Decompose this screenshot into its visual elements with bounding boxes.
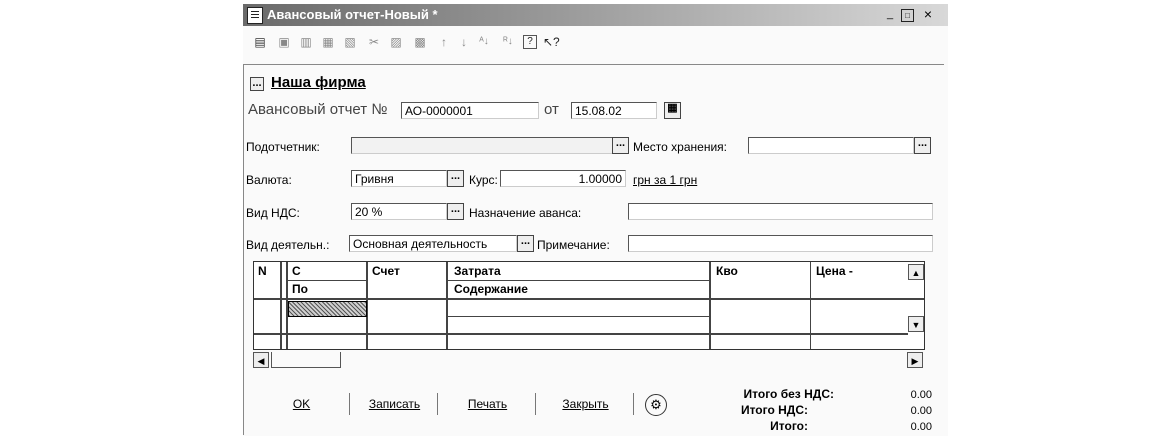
toolbar	[243, 28, 948, 54]
window-title: Авансовый отчет-Новый *	[267, 7, 438, 22]
rate-link[interactable]: грн за 1 грн	[633, 173, 698, 187]
doc-number-field[interactable]: АО-0000001	[401, 102, 539, 119]
folder-icon[interactable]: ▥	[300, 35, 312, 49]
ok-button-label: OK	[292, 397, 311, 411]
note-label: Примечание:	[537, 238, 610, 252]
ok-button[interactable]	[254, 393, 350, 415]
items-table[interactable]	[253, 261, 925, 350]
col-divider	[810, 262, 811, 349]
activity-label: Вид деятельн.:	[246, 238, 330, 252]
total-value: 0.00	[910, 421, 932, 433]
close-button[interactable]: ×	[923, 6, 933, 22]
firm-select-button[interactable]: ...	[250, 77, 264, 91]
vat-field[interactable]: 20 %	[351, 203, 447, 220]
col-account-header[interactable]: Счет	[372, 264, 400, 278]
activity-select-button[interactable]: ...	[517, 235, 534, 252]
rate-field[interactable]: 1.00000	[500, 170, 626, 187]
arrow-up-icon[interactable]: ↑	[441, 35, 447, 49]
help-icon[interactable]: ?	[523, 35, 537, 49]
col-divider	[280, 262, 282, 349]
save-button[interactable]	[352, 393, 438, 415]
note-field[interactable]	[628, 235, 933, 252]
col-to-header[interactable]: По	[292, 282, 308, 296]
sort-desc-icon[interactable]: ᴿ↓	[503, 36, 513, 47]
document-icon	[247, 7, 263, 24]
total-no-vat-label: Итого без НДС:	[743, 387, 834, 401]
currency-label: Валюта:	[246, 173, 292, 187]
col-from-header[interactable]: С	[292, 264, 301, 278]
scroll-right-button[interactable]: ▶	[907, 352, 923, 368]
col-n-header[interactable]: N	[258, 264, 267, 278]
scroll-left-button[interactable]: ◀	[253, 352, 269, 368]
close-form-button-label: Закрыть	[562, 397, 609, 411]
storage-select-button[interactable]: ...	[914, 137, 931, 154]
close-form-button[interactable]	[538, 393, 634, 415]
maximize-button[interactable]: □	[901, 9, 914, 22]
rate-label: Курс:	[469, 173, 498, 187]
title-bar[interactable]	[243, 4, 948, 26]
currency-select-button[interactable]: ...	[447, 170, 464, 187]
firm-name-link[interactable]: Наша фирма	[271, 74, 366, 91]
accountable-label: Подотчетник:	[246, 140, 320, 154]
print-button[interactable]	[440, 393, 536, 415]
col-cost-header[interactable]: Затрата	[454, 264, 501, 278]
whats-this-icon[interactable]: ↖?	[543, 35, 560, 49]
doc-label: Авансовый отчет №	[248, 101, 388, 118]
horizontal-scrollbar-thumb[interactable]	[271, 352, 341, 368]
total-vat-value: 0.00	[910, 405, 932, 417]
purpose-field[interactable]	[628, 203, 933, 220]
accountable-field[interactable]	[351, 137, 613, 154]
cut-icon[interactable]: ✂	[368, 35, 380, 49]
date-label: от	[544, 101, 559, 118]
document-window	[243, 4, 948, 436]
copy-icon[interactable]: ▣	[278, 35, 290, 49]
accountable-select-button[interactable]: ...	[612, 137, 629, 154]
vat-select-button[interactable]: ...	[447, 203, 464, 220]
scroll-up-button[interactable]: ▲	[908, 264, 924, 280]
date-field[interactable]: 15.08.02	[571, 102, 657, 119]
vat-label: Вид НДС:	[246, 206, 300, 220]
storage-field[interactable]	[748, 137, 914, 154]
table-icon[interactable]: ▨	[390, 35, 402, 49]
save-icon[interactable]: ▤	[254, 35, 266, 49]
header-row-divider	[286, 280, 366, 281]
total-no-vat-value: 0.00	[910, 389, 932, 401]
sort-asc-icon[interactable]: ᴬ↓	[479, 36, 489, 47]
col-qty-header[interactable]: Кво	[716, 264, 738, 278]
print-button-label: Печать	[467, 397, 508, 411]
col-divider	[446, 262, 448, 349]
arrow-down-icon[interactable]: ↓	[461, 35, 467, 49]
col-content-header[interactable]: Содержание	[454, 282, 528, 296]
currency-field[interactable]: Гривня	[351, 170, 447, 187]
print-icon[interactable]: ▧	[344, 35, 356, 49]
selected-cell[interactable]	[288, 301, 367, 317]
row-divider	[446, 316, 709, 317]
col-divider	[709, 262, 711, 349]
document-form	[243, 64, 944, 435]
total-vat-label: Итого НДС:	[740, 403, 808, 417]
row-divider	[254, 333, 908, 335]
settings-icon[interactable]: ⚙	[645, 394, 667, 416]
total-label: Итого:	[770, 419, 808, 433]
paste-icon[interactable]: ▦	[322, 35, 334, 49]
purpose-label: Назначение аванса:	[469, 206, 582, 220]
header-bottom-divider	[254, 298, 924, 300]
header-row-divider	[446, 280, 709, 281]
save-button-label: Записать	[368, 397, 421, 411]
minimize-button[interactable]: _	[886, 8, 894, 20]
calendar-icon[interactable]: ▦	[664, 102, 681, 119]
activity-field[interactable]: Основная деятельность	[349, 235, 517, 252]
storage-label: Место хранения:	[633, 140, 727, 154]
scroll-down-button[interactable]: ▼	[908, 316, 924, 332]
col-price-header[interactable]: Цена -	[816, 264, 853, 278]
grid-icon[interactable]: ▩	[414, 35, 426, 49]
